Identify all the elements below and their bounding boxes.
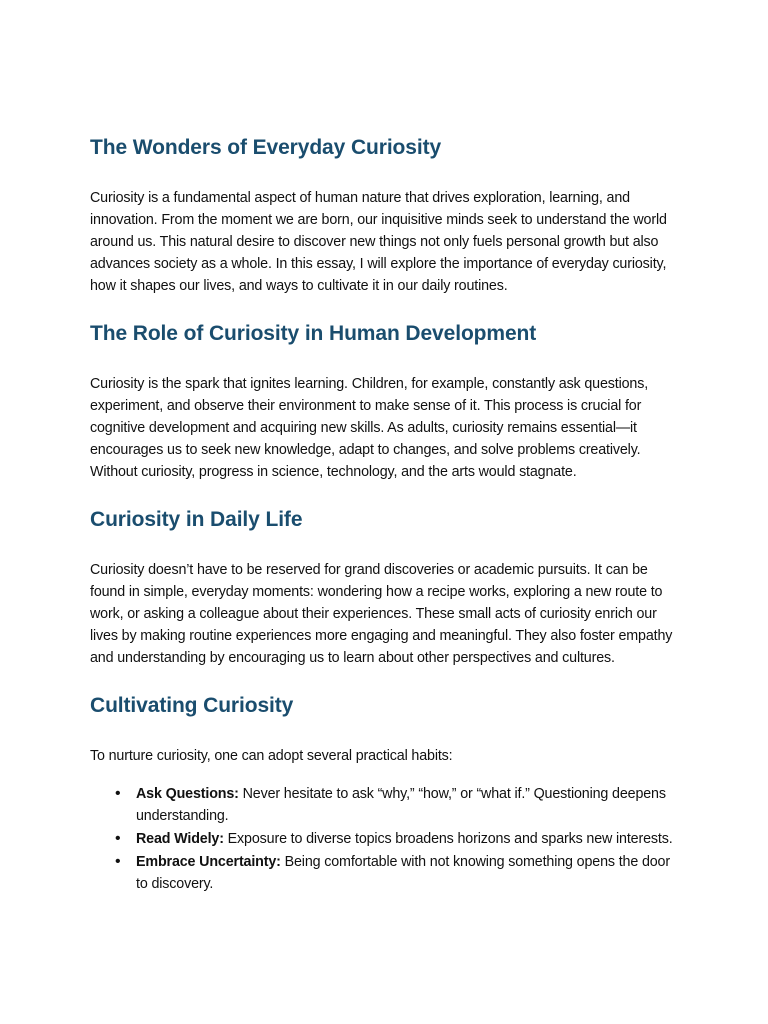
- title-heading: The Wonders of Everyday Curiosity: [90, 136, 442, 159]
- section-heading-cultivating: Cultivating Curiosity: [90, 694, 294, 717]
- section-heading-human-development: The Role of Curiosity in Human Development: [90, 322, 537, 345]
- cultivating-paragraph: To nurture curiosity, one can adopt several practical habits:: [90, 748, 453, 764]
- habit-description: Exposure to diverse topics broadens horizons and sparks new interests.: [223, 831, 673, 847]
- habits-list: [90, 783, 682, 895]
- habit-term: Ask Questions:: [136, 786, 239, 802]
- habit-description: Being comfortable with not knowing something opens the door to discovery.: [136, 854, 670, 892]
- intro-paragraph: Curiosity is a fundamental aspect of human nature that drives exploration, learning, and innovation. From the moment we are born, our inquisitive minds seek to understand the world around us. This natural desire to discover new things not only fuels personal growth but also advances society as a whole. In this essay, I will explore the importance of everyday curiosity, how it shapes our lives, and ways to cultivate it in our daily routines.: [90, 190, 667, 294]
- document-content: [90, 133, 682, 896]
- list-item-ask-questions: [136, 783, 682, 827]
- habit-term: Embrace Uncertainty:: [136, 854, 281, 870]
- list-item-read-widely: [136, 828, 682, 850]
- human-development-paragraph: Curiosity is the spark that ignites learning. Children, for example, constantly ask questions, experiment, and observe their environment to make sense of it. This process is crucial for cognitive development and acquiring new skills. As adults, curiosity remains essential—it encourages us to seek new knowledge, adapt to changes, and solve problems creatively. Without curiosity, progress in science, technology, and the arts would stagnate.: [90, 376, 649, 480]
- daily-life-paragraph: Curiosity doesn’t have to be reserved for grand discoveries or academic pursuits. It can be found in simple, everyday moments: wondering how a recipe works, exploring a new route to work, or asking a colleague about their experiences. These small acts of curiosity enrich our lives by making routine experiences more engaging and meaningful. They also foster empathy and understanding by encouraging us to learn about other perspectives and cultures.: [90, 562, 673, 666]
- habit-term: Read Widely:: [136, 831, 224, 847]
- habit-description: Never hesitate to ask “why,” “how,” or “what if.” Questioning deepens understanding.: [136, 786, 666, 824]
- list-item-embrace-uncertainty: [136, 851, 682, 895]
- section-heading-daily-life: Curiosity in Daily Life: [90, 508, 303, 531]
